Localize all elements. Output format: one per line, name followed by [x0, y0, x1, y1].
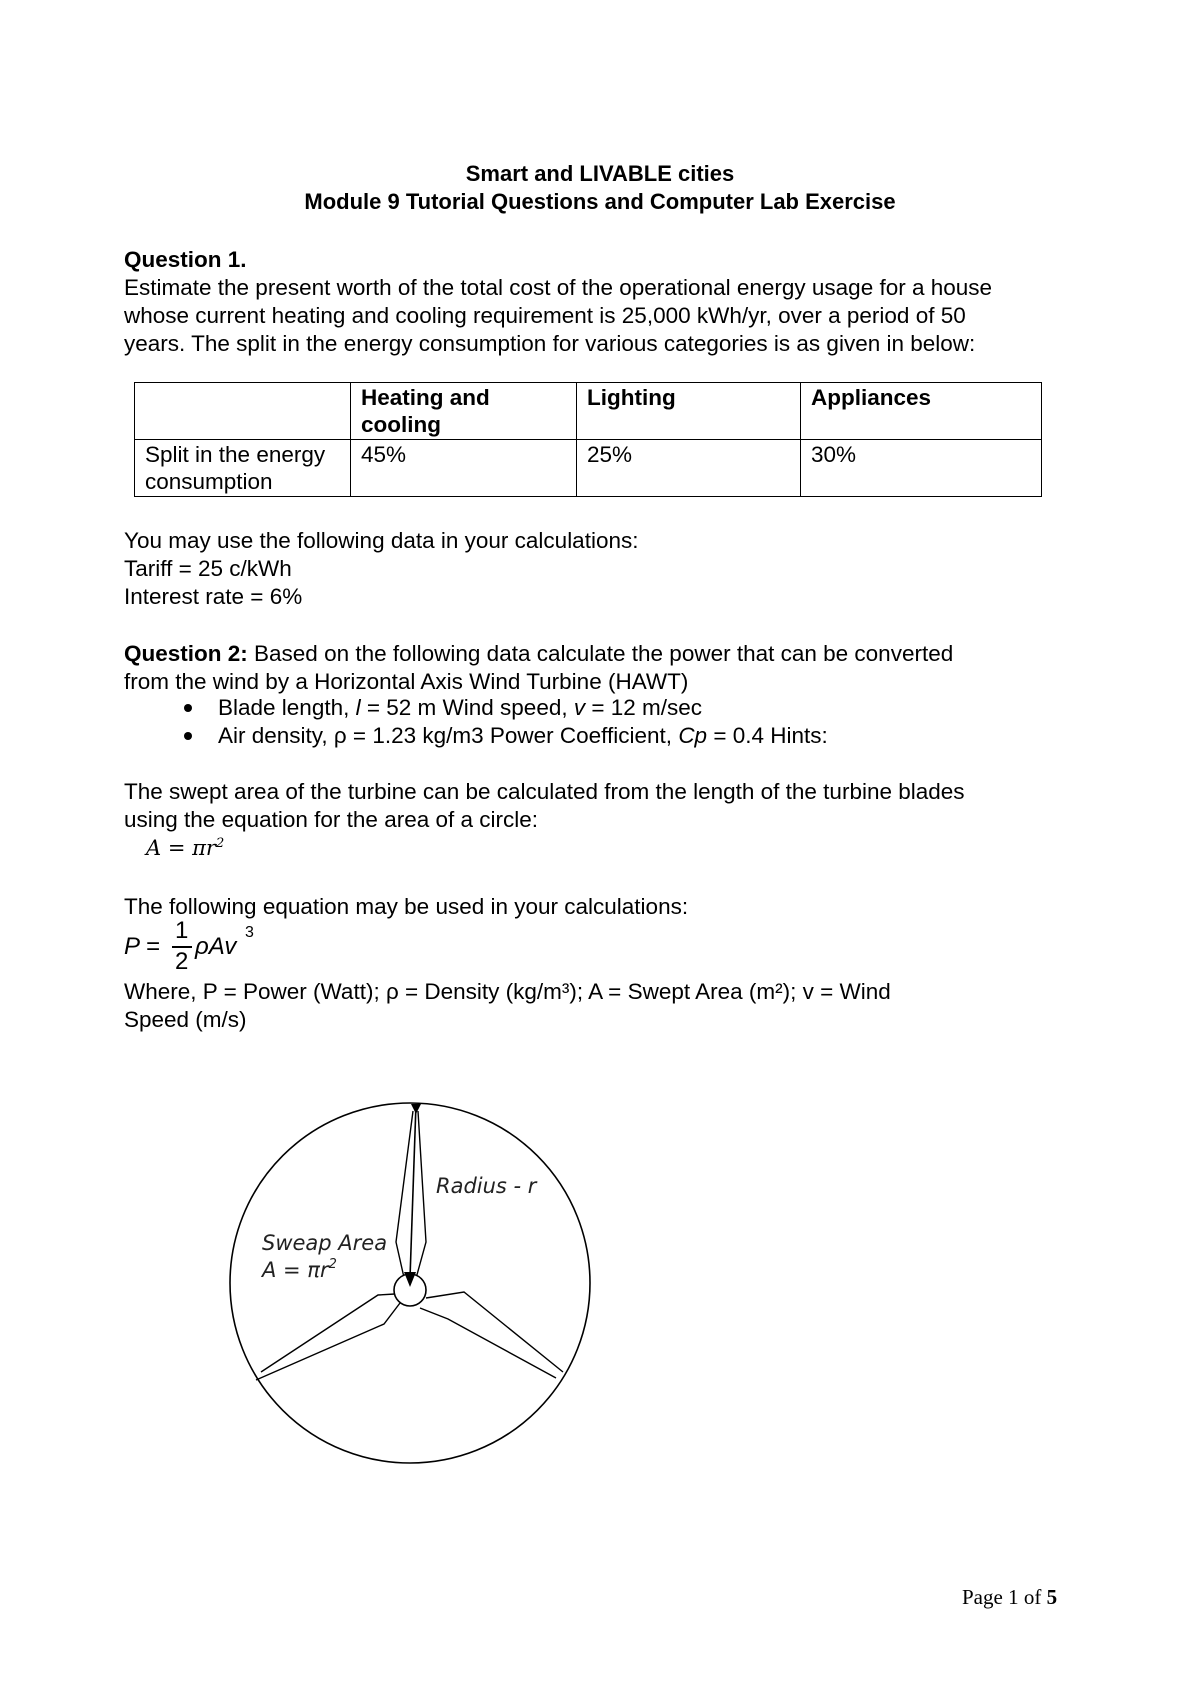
turbine-blade: [256, 1303, 400, 1380]
variable-cp: Cp: [678, 723, 708, 748]
table-row-label-text: Split in the energy: [145, 442, 326, 467]
question-2-bullets: [124, 694, 828, 750]
turbine-blade: [261, 1294, 395, 1372]
where-text: Where, P = Power (Watt); ρ = Density (kg/m³); A = Swept Area (m²); v = Wind: [124, 979, 891, 1004]
page-number: 1: [1008, 1585, 1019, 1609]
table-header-text: cooling: [361, 412, 441, 437]
page-footer: [962, 1585, 1057, 1610]
turbine-blade: [426, 1292, 563, 1372]
question-2-heading: Question 2:: [124, 641, 248, 666]
table-cell: 30%: [801, 440, 1042, 497]
document-subtitle: Module 9 Tutorial Questions and Computer Lab Exercise: [304, 189, 896, 214]
wind-turbine-diagram: [218, 1102, 598, 1472]
list-item: [124, 694, 828, 722]
table-cell: 25%: [577, 440, 801, 497]
question-1-line: whose current heating and cooling requirement is 25,000 kWh/yr, over a period of 50: [124, 303, 966, 328]
page-total: 5: [1046, 1585, 1058, 1609]
sweep-area-equation: [260, 1257, 337, 1282]
energy-split-table: [134, 382, 1042, 497]
bullet-text: = 12 m/sec: [585, 695, 703, 720]
data-intro: You may use the following data in your calculations:: [124, 528, 639, 553]
fraction-denominator: 2: [175, 948, 189, 975]
interest-line: Interest rate = 6%: [124, 584, 303, 609]
table-cell: 45%: [351, 440, 577, 497]
turbine-blade: [415, 1111, 426, 1282]
sweep-equation-text: A = πr: [262, 1258, 329, 1282]
question-2-intro-line: from the wind by a Horizontal Axis Wind Turbine (HAWT): [124, 669, 689, 694]
where-text: Speed (m/s): [124, 1007, 247, 1032]
bullet-icon: [184, 732, 192, 740]
table-row-label-text: consumption: [145, 469, 273, 494]
table-header-cell-heating: [351, 383, 577, 440]
table-row: [135, 440, 1042, 497]
power-lhs: P =: [124, 933, 160, 960]
variable-v: v: [573, 695, 586, 720]
table-header-text: Heating and: [361, 385, 490, 410]
question-1-line: Estimate the present worth of the total cost of the operational energy usage for a house: [124, 275, 993, 300]
variable-l: l: [355, 695, 361, 720]
table-row-label: [135, 440, 351, 497]
table-header-cell-lighting: Lighting: [577, 383, 801, 440]
fraction-numerator: 1: [175, 917, 189, 944]
question-2-intro-text: Based on the following data calculate the power that can be converted: [247, 641, 954, 666]
document-title: Smart and LIVABLE cities: [465, 161, 735, 186]
table-header-row: [135, 383, 1042, 440]
question-2-intro: [124, 640, 953, 668]
sweep-equation-exponent: 2: [328, 1257, 337, 1272]
bullet-text: Air density, ρ = 1.23 kg/m3 Power Coefficient,: [218, 723, 679, 748]
area-equation-text: A = πr: [146, 836, 216, 860]
area-equation: [146, 836, 224, 860]
sweep-area-label: Sweap Area: [262, 1231, 388, 1255]
power-exponent: 3: [245, 924, 254, 941]
power-rhs: ρAv: [195, 933, 237, 960]
equation-intro: The following equation may be used in your calculations:: [124, 894, 689, 919]
bullet-text: = 0.4 Hints:: [707, 723, 828, 748]
question-1-line: years. The split in the energy consumption for various categories is as given in below:: [124, 331, 976, 356]
bullet-icon: [184, 704, 192, 712]
question-1-heading: Question 1.: [124, 247, 247, 272]
swept-area-text: The swept area of the turbine can be calculated from the length of the turbine blades: [124, 779, 965, 804]
table-header-cell-empty: [135, 383, 351, 440]
swept-area-text: using the equation for the area of a circle:: [124, 807, 539, 832]
area-equation-exponent: 2: [215, 836, 225, 851]
list-item: [124, 722, 828, 750]
table-header-cell-appliances: Appliances: [801, 383, 1042, 440]
tariff-line: Tariff = 25 c/kWh: [124, 556, 292, 581]
bullet-text: Blade length,: [218, 695, 356, 720]
footer-text: Page: [962, 1585, 1009, 1609]
footer-text: of: [1018, 1585, 1047, 1609]
radius-label: Radius - r: [436, 1174, 537, 1198]
bullet-text: = 52 m Wind speed,: [360, 695, 574, 720]
turbine-blade: [420, 1308, 556, 1378]
